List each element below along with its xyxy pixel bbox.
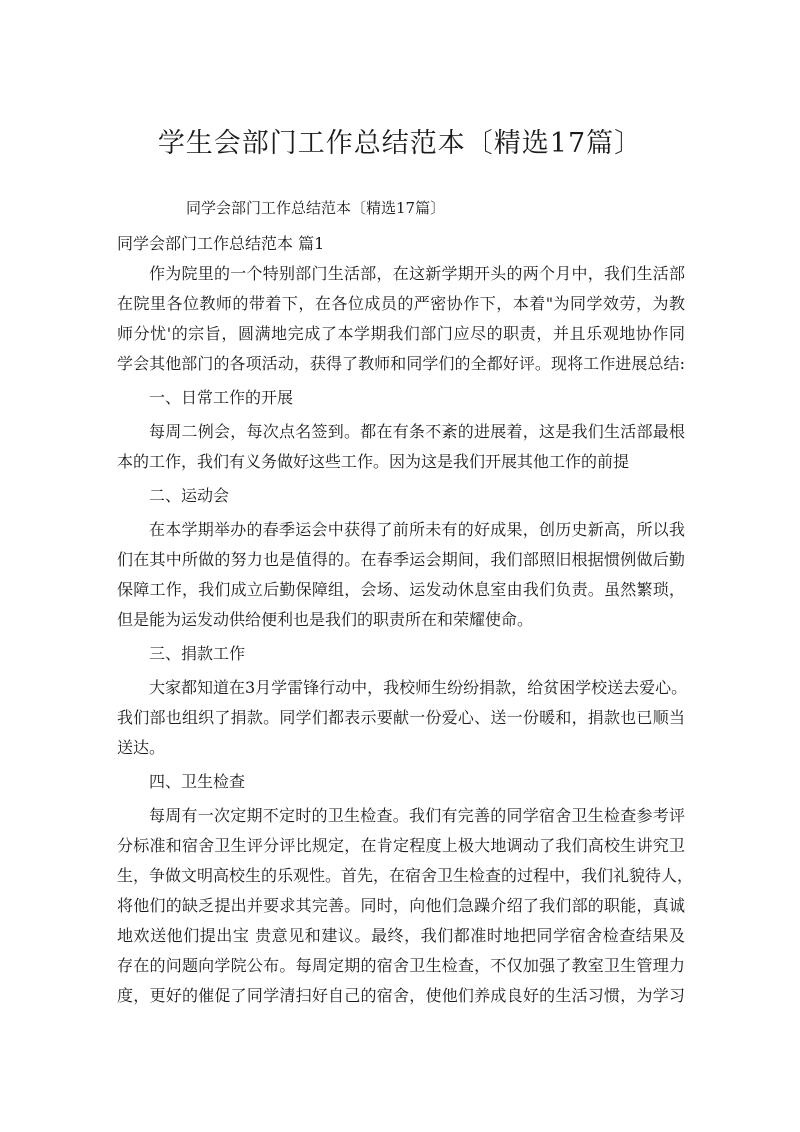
paragraph-line: 在本学期举办的春季运会中获得了前所未有的好成果，创历史新高，所以我: [149, 520, 685, 539]
section-heading-hygiene-check: 四、卫生检查: [149, 772, 246, 791]
paragraph-line: 保障工作，我们成立后勤保障组，会场、运发动休息室由我们负责。虽然繁琐，: [117, 580, 685, 599]
section-heading-daily-work: 一、日常工作的开展: [149, 388, 294, 407]
paragraph-line: 但是能为运发动供给便利也是我们的职责所在和荣耀使命。: [117, 610, 534, 629]
section-heading: 同学会部门工作总结范本 篇1: [117, 234, 325, 253]
document-subtitle: 同学会部门工作总结范本〔精选17篇〕: [186, 199, 446, 217]
paragraph-line: 本的工作，我们有义务做好这些工作。因为这是我们开展其他工作的前提: [117, 452, 630, 471]
paragraph-line: 地欢送他们提出宝 贵意见和建议。最终，我们都准时地把同学宿舍检查结果及: [117, 926, 685, 945]
paragraph-line: 作为院里的一个特别部门生活部，在这新学期开头的两个月中，我们生活部: [149, 264, 685, 283]
paragraph-line: 大家都知道在3月学雷锋行动中，我校师生纷纷捐款，给贫困学校送去爱心。: [149, 678, 688, 697]
paragraph-line: 每周二例会，每次点名签到。都在有条不紊的进展着，这是我们生活部最根: [149, 422, 685, 441]
section-paragraph: [117, 515, 685, 635]
paragraph-line: 度，更好的催促了同学清扫好自己的宿舍，使他们养成良好的生活习惯，为学习: [117, 986, 685, 1005]
section-paragraph: [117, 673, 688, 763]
intro-paragraph: [117, 259, 685, 379]
paragraph-line: 学会其他部门的各项活动，获得了教师和同学们的全都好评。现将工作进展总结:: [117, 354, 685, 373]
paragraph-line: 我们部也组织了捐款。同学们都表示要献一份爱心、送一份暖和，捐款也已顺当: [117, 708, 685, 727]
section-heading-sports-meet: 二、运动会: [149, 486, 230, 505]
paragraph-line: 生，争做文明高校生的乐观性。首先，在宿舍卫生检查的过程中，我们礼貌待人，: [117, 866, 694, 885]
paragraph-line: 师分忧'的宗旨，圆满地完成了本学期我们部门应尽的职责，并且乐观地协作同: [117, 324, 685, 343]
paragraph-line: 将他们的缺乏提出并要求其完善。同时，向他们急躁介绍了我们部的职能，真诚: [117, 896, 685, 915]
paragraph-line: 们在其中所做的努力也是值得的。在春季运会期间，我们部照旧根据惯例做后勤: [117, 550, 685, 569]
paragraph-line: 在院里各位教师的带着下，在各位成员的严密协作下，本着"为同学效劳，为教: [117, 294, 685, 313]
paragraph-line: 存在的问题向学院公布。每周定期的宿舍卫生检查，不仅加强了教室卫生管理力: [117, 956, 685, 975]
section-paragraph: [117, 417, 685, 477]
paragraph-line: 送达。: [117, 738, 166, 757]
paragraph-line: 分标准和宿舍卫生评分评比规定，在肯定程度上极大地调动了我们高校生讲究卫: [117, 836, 685, 855]
document-title: 学生会部门工作总结范本〔精选17篇〕: [157, 128, 643, 159]
paragraph-line: 每周有一次定期不定时的卫生检查。我们有完善的同学宿舍卫生检查参考评: [149, 806, 685, 825]
document-body: [117, 229, 694, 1011]
section-heading-donation: 三、捐款工作: [149, 644, 246, 663]
section-paragraph: [117, 801, 694, 1011]
